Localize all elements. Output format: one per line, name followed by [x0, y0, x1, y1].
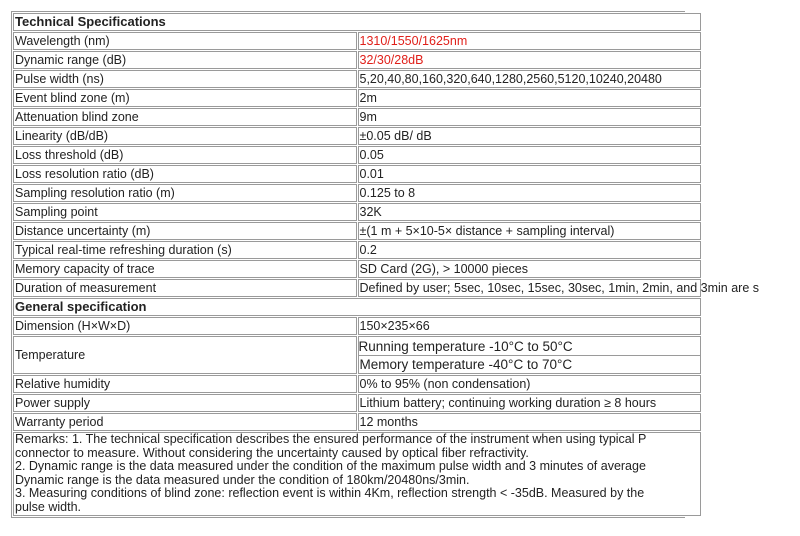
power-supply-label: Power supply [13, 394, 357, 412]
table-row [13, 51, 701, 69]
refresh-duration-label: Typical real-time refreshing duration (s) [13, 241, 357, 259]
remarks-line: 3. Measuring conditions of blind zone: reflection event is within 4Km, reflection strength < -35dB. Measured by the [15, 486, 645, 501]
dimension-label: Dimension (H×W×D) [13, 317, 357, 335]
table-row [13, 222, 701, 240]
table-row [13, 336, 701, 374]
sampling-resolution-label: Sampling resolution ratio (m) [13, 184, 357, 202]
remarks-line: Dynamic range is the data measured under the condition of 180km/20480ns/3min. [15, 472, 470, 487]
event-blind-zone-label: Event blind zone (m) [13, 89, 357, 107]
table-row [13, 317, 701, 335]
running-temperature: Running temperature -10°C to 50°C [358, 338, 702, 356]
loss-threshold-label: Loss threshold (dB) [13, 146, 357, 164]
remarks-line: 2. Dynamic range is the data measured under the condition of the maximum pulse width and 3 minutes of average [15, 459, 646, 474]
temperature-value-cell [358, 336, 702, 374]
memory-temperature: Memory temperature -40°C to 70°C [359, 356, 573, 372]
general-header-row [13, 298, 701, 316]
table-row [13, 394, 701, 412]
table-row [13, 127, 701, 145]
sampling-point-label: Sampling point [13, 203, 357, 221]
remarks-row [13, 432, 701, 516]
pulse-width-label: Pulse width (ns) [13, 70, 357, 88]
distance-uncertainty-value: ±(1 m + 5×10-5× distance + sampling interval) [358, 222, 702, 240]
table-row [13, 32, 701, 50]
power-supply-value: Lithium battery; continuing working duration ≥ 8 hours [358, 394, 702, 412]
table-row [13, 108, 701, 126]
table-row [13, 70, 701, 88]
table-row [13, 413, 701, 431]
sampling-point-value: 32K [358, 203, 702, 221]
table-row [13, 146, 701, 164]
refresh-duration-value: 0.2 [358, 241, 702, 259]
spec-table-frame [11, 11, 760, 518]
remarks-line: Remarks: 1. The technical specification describes the ensured performance of the instrument when using typical P [15, 432, 647, 446]
table-row [13, 241, 701, 259]
spec-table [12, 12, 760, 517]
remarks-cell [13, 432, 701, 516]
wavelength-label: Wavelength (nm) [13, 32, 357, 50]
table-row [13, 165, 701, 183]
table-row [13, 203, 701, 221]
event-blind-zone-value: 2m [358, 89, 702, 107]
attenuation-blind-zone-value: 9m [358, 108, 702, 126]
table-row [13, 184, 701, 202]
memory-capacity-value: SD Card (2G), > 10000 pieces [358, 260, 702, 278]
linearity-value: ±0.05 dB/ dB [358, 127, 702, 145]
remarks-line: pulse width. [15, 499, 82, 514]
table-row [13, 375, 701, 393]
pulse-width-value: 5,20,40,80,160,320,640,1280,2560,5120,10240,20480 [358, 70, 702, 88]
warranty-value: 12 months [358, 413, 702, 431]
attenuation-blind-zone-label: Attenuation blind zone [13, 108, 357, 126]
loss-resolution-value: 0.01 [358, 165, 702, 183]
memory-capacity-label: Memory capacity of trace [13, 260, 357, 278]
table-row [13, 279, 701, 297]
technical-header-row [13, 13, 701, 31]
general-spec-heading: General specification [13, 298, 701, 316]
linearity-label: Linearity (dB/dB) [13, 127, 357, 145]
wavelength-value: 1310/1550/1625nm [358, 32, 702, 50]
distance-uncertainty-label: Distance uncertainty (m) [13, 222, 357, 240]
table-row [13, 260, 701, 278]
loss-threshold-value: 0.05 [358, 146, 702, 164]
dynamic-range-value: 32/30/28dB [358, 51, 702, 69]
measurement-duration-value: Defined by user; 5sec, 10sec, 15sec, 30sec, 1min, 2min, and 3min are s [359, 281, 760, 295]
measurement-duration-label: Duration of measurement [13, 279, 357, 297]
technical-spec-heading: Technical Specifications [13, 13, 701, 31]
humidity-value: 0% to 95% (non condensation) [358, 375, 702, 393]
temperature-label: Temperature [13, 336, 357, 374]
dynamic-range-label: Dynamic range (dB) [13, 51, 357, 69]
sampling-resolution-value: 0.125 to 8 [358, 184, 702, 202]
warranty-label: Warranty period [13, 413, 357, 431]
dimension-value: 150×235×66 [358, 317, 702, 335]
humidity-label: Relative humidity [13, 375, 357, 393]
table-row [13, 89, 701, 107]
remarks-line: connector to measure. Without considering the uncertainty caused by optical fiber refractivity. [15, 445, 529, 460]
loss-resolution-label: Loss resolution ratio (dB) [13, 165, 357, 183]
